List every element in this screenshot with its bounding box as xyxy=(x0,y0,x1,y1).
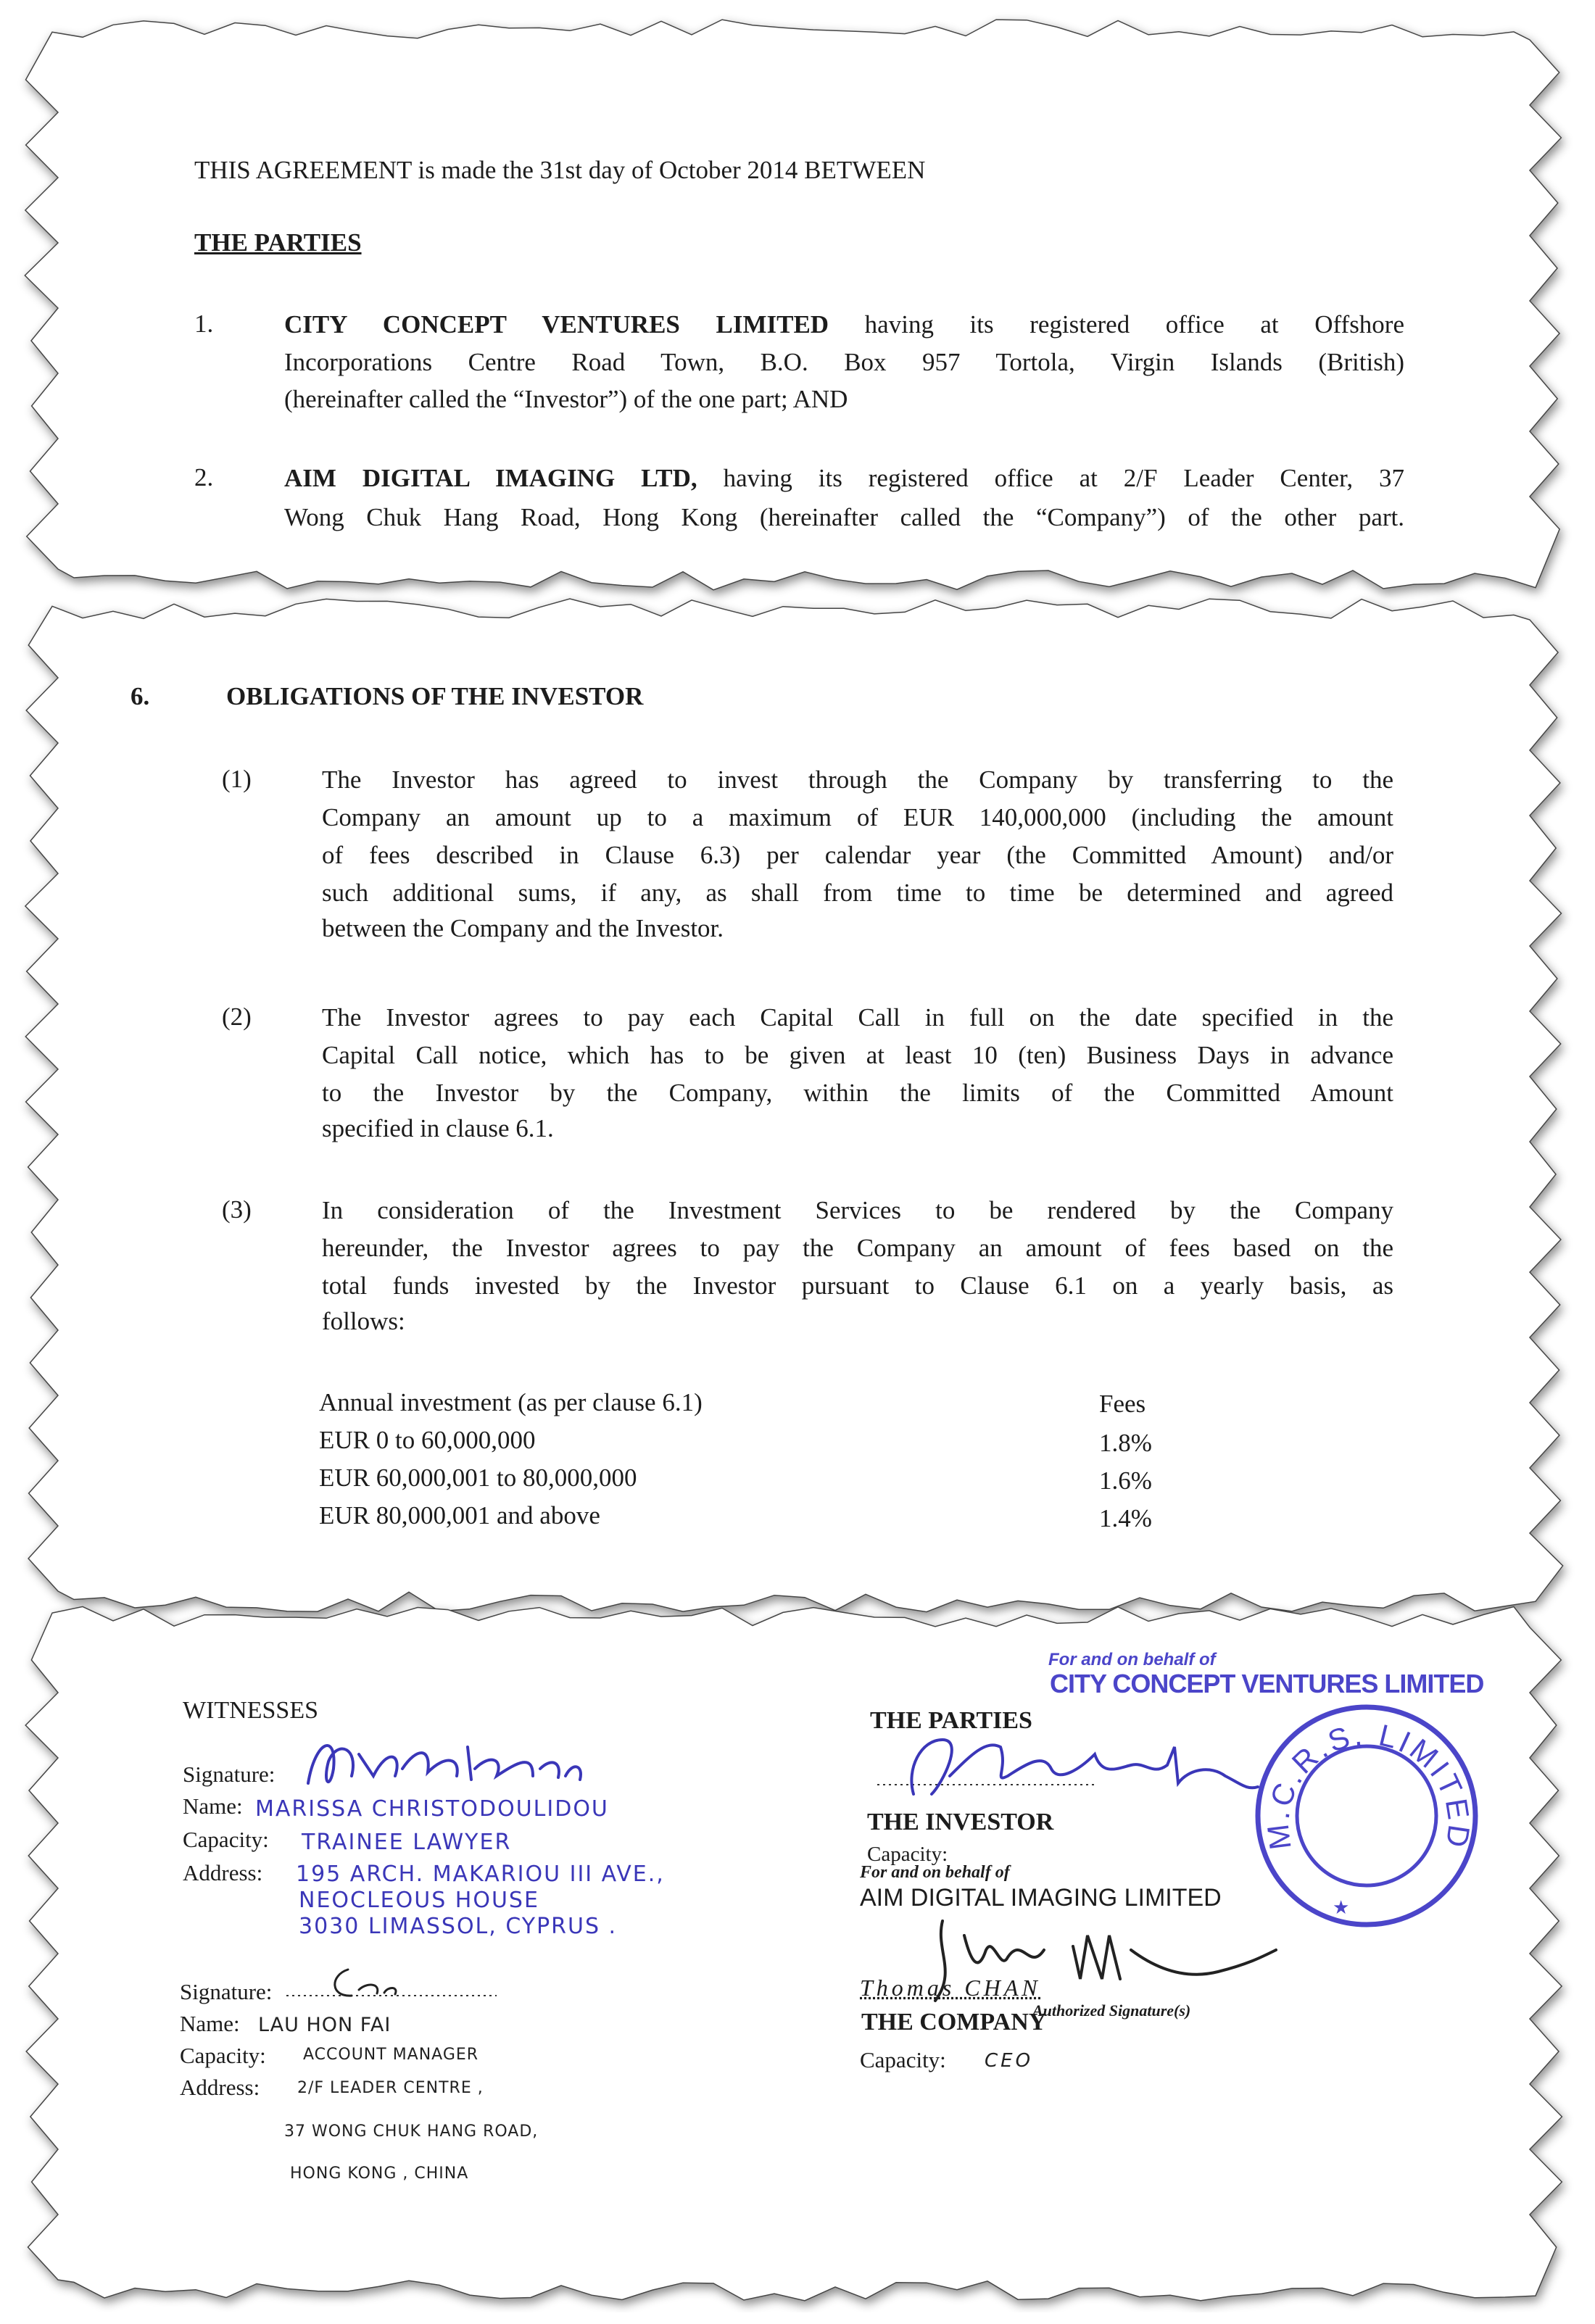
agreement-opening: THIS AGREEMENT is made the 31st day of October 2014 BETWEEN xyxy=(194,156,926,184)
witness1-address-line: NEOCLEOUS HOUSE xyxy=(299,1888,539,1913)
witness2-address-label: Address: xyxy=(180,2075,260,2100)
fee-table-header-left: Annual investment (as per clause 6.1) xyxy=(319,1388,703,1416)
witness2-name-label: Name: xyxy=(180,2011,240,2036)
witness1-name: MARISSA CHRISTODOULIDOU xyxy=(255,1796,609,1822)
witness2-address-line: 2/F LEADER CENTRE , xyxy=(297,2079,484,2097)
authorized-signature-label: Authorized Signature(s) xyxy=(1032,2001,1191,2020)
parties-heading: THE PARTIES xyxy=(194,228,362,257)
clause-1-line: such additional sums, if any, as shall from time to time be determined and agreed xyxy=(322,879,1393,907)
witness1-address-label: Address: xyxy=(183,1860,263,1885)
witness1-address-line: 3030 LIMASSOL, CYPRUS . xyxy=(299,1914,618,1939)
seal-star-icon: ★ xyxy=(1333,1897,1350,1919)
party1-name: CITY CONCEPT VENTURES LIMITED xyxy=(284,310,829,339)
witness2-capacity-label: Capacity: xyxy=(180,2043,266,2068)
investor-stamp-line2: CITY CONCEPT VENTURES LIMITED xyxy=(1050,1669,1484,1698)
investor-signature xyxy=(863,1725,1269,1819)
snippet-parties xyxy=(0,0,1595,609)
clause-1-line: The Investor has agreed to invest through the Company by transferring to the xyxy=(322,765,1393,794)
clause-1-number: (1) xyxy=(222,765,252,793)
witness2-address-line: 37 WONG CHUK HANG ROAD, xyxy=(284,2122,539,2141)
clause-3-line: hereunder, the Investor agrees to pay the Company an amount of fees based on the xyxy=(322,1234,1393,1262)
party1-line2: Incorporations Centre Road Town, B.O. Box 957 Tortola, Virgin Islands (British) xyxy=(284,348,1404,376)
party2-name: AIM DIGITAL IMAGING LTD, xyxy=(284,464,697,492)
fee-row-range: EUR 60,000,001 to 80,000,000 xyxy=(319,1464,637,1492)
snippet-obligations xyxy=(0,580,1595,1631)
witness2-capacity: ACCOUNT MANAGER xyxy=(303,2046,479,2064)
clause-3-number: (3) xyxy=(222,1195,252,1224)
witness1-address-line: 195 ARCH. MAKARIOU III AVE., xyxy=(296,1862,665,1887)
witness2-name: LAU HON FAI xyxy=(258,2014,392,2036)
witness1-signature-label: Signature: xyxy=(183,1761,276,1787)
witness1-signature xyxy=(294,1725,598,1798)
company-capacity-value: CEO xyxy=(985,2050,1034,2072)
witnesses-heading: WITNESSES xyxy=(183,1697,318,1724)
clause-2-line: to the Investor by the Company, within the limits of the Committed Amount xyxy=(322,1079,1393,1107)
witness2-signature-label: Signature: xyxy=(180,1979,273,2004)
party2-number: 2. xyxy=(194,463,214,491)
investor-stamp-line1: For and on behalf of xyxy=(1048,1650,1216,1669)
fee-row-rate: 1.6% xyxy=(1099,1466,1152,1495)
clause-3-line: In consideration of the Investment Services to be rendered by the Company xyxy=(322,1196,1393,1224)
clause-3-line: follows: xyxy=(322,1307,405,1335)
clause-2-number: (2) xyxy=(222,1003,252,1031)
company-stamp-line1: For and on behalf of xyxy=(860,1863,1010,1882)
witness1-capacity: TRAINEE LAWYER xyxy=(302,1830,512,1855)
party2-line1-rest: having its registered office at 2/F Leader Center, 37 xyxy=(697,464,1405,492)
clause-3-line: total funds invested by the Investor pursuant to Clause 6.1 on a yearly basis, as xyxy=(322,1271,1393,1300)
party1-line1 xyxy=(284,306,1404,344)
investor-label: THE INVESTOR xyxy=(867,1809,1054,1835)
clause-2-line: specified in clause 6.1. xyxy=(322,1114,554,1142)
witness2-signature xyxy=(279,1961,504,2004)
investor-capacity-label: Capacity: xyxy=(867,1843,948,1866)
section-heading: OBLIGATIONS OF THE INVESTOR xyxy=(226,682,644,710)
company-stamp-line2: AIM DIGITAL IMAGING LIMITED xyxy=(860,1884,1222,1912)
party2-line2: Wong Chuk Hang Road, Hong Kong (hereinafter called the “Company”) of the other part. xyxy=(284,503,1404,531)
fee-row-range: EUR 0 to 60,000,000 xyxy=(319,1426,536,1454)
company-seal xyxy=(1247,1696,1486,1935)
fee-table-header-right: Fees xyxy=(1099,1390,1146,1418)
clause-1-line: between the Company and the Investor. xyxy=(322,914,724,942)
company-capacity-label: Capacity: xyxy=(860,2047,946,2072)
party1-number: 1. xyxy=(194,310,214,338)
party2-line1 xyxy=(284,460,1404,497)
clause-2-line: The Investor agrees to pay each Capital Call in full on the date specified in the xyxy=(322,1003,1393,1032)
parties-label: THE PARTIES xyxy=(870,1707,1032,1734)
witness1-capacity-label: Capacity: xyxy=(183,1827,269,1852)
signatory-name: Thomas CHAN xyxy=(860,1975,1041,2001)
witness2-address-line: HONG KONG , CHINA xyxy=(290,2165,469,2183)
party1-line3: (hereinafter called the “Investor”) of the one part; AND xyxy=(284,385,848,413)
fee-row-range: EUR 80,000,001 and above xyxy=(319,1501,600,1530)
section-number: 6. xyxy=(130,682,150,710)
witness1-name-label: Name: xyxy=(183,1793,243,1819)
company-label: THE COMPANY xyxy=(861,2009,1047,2035)
clause-1-line: Company an amount up to a maximum of EUR 140,000,000 (including the amount xyxy=(322,803,1393,831)
seal-text: M.C.R.S. LIMITED xyxy=(1260,1717,1477,1853)
fee-row-rate: 1.4% xyxy=(1099,1504,1152,1532)
party1-line1-rest: having its registered office at Offshore xyxy=(829,310,1404,339)
fee-row-rate: 1.8% xyxy=(1099,1429,1152,1457)
clause-2-line: Capital Call notice, which has to be given at least 10 (ten) Business Days in advance xyxy=(322,1041,1393,1069)
clause-1-line: of fees described in Clause 6.3) per calendar year (the Committed Amount) and/or xyxy=(322,841,1393,869)
snippet-signatures xyxy=(0,1588,1595,2312)
